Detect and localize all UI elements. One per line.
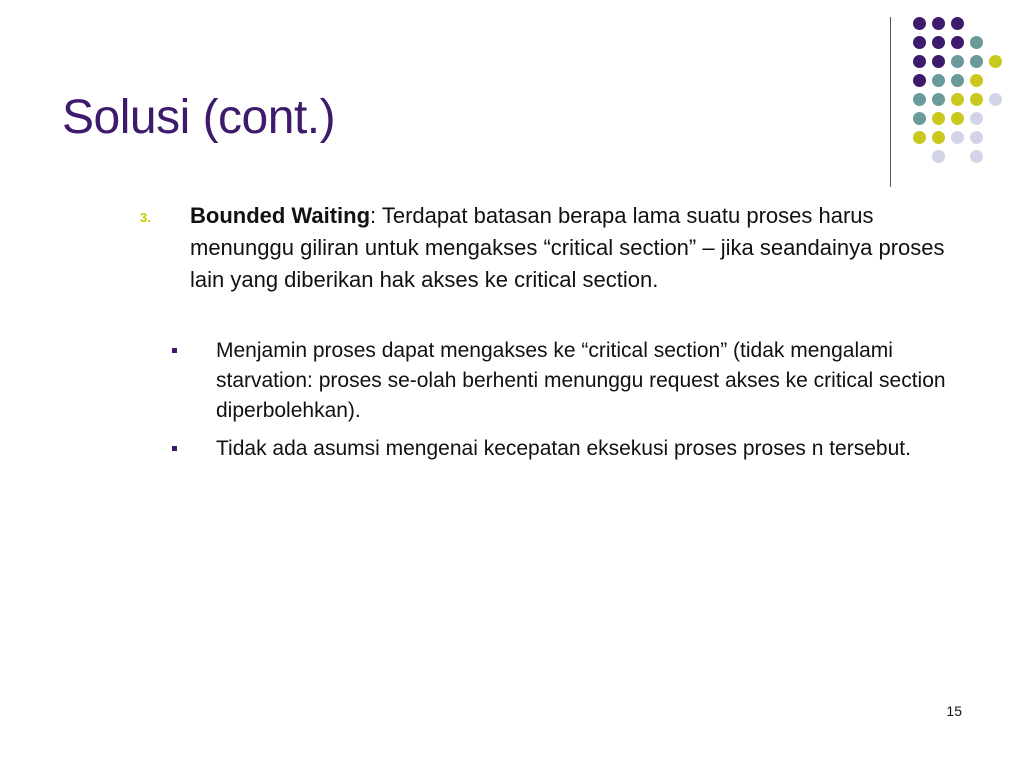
slide-title: Solusi (cont.)	[62, 91, 336, 144]
sub-bullet-text: Menjamin proses dapat mengakses ke “critical section” (tidak mengalami starvation: proses se-olah berhenti menunggu request akses ke critical section diperbolehkan).	[216, 339, 946, 422]
item-description: : Terdapat batasan berapa lama suatu proses harus menunggu giliran untuk mengakses “critical section” – jika seandainya proses lain yang diberikan hak akses ke critical section.	[190, 203, 945, 292]
item-text	[190, 200, 970, 296]
item-number-marker: 3.	[140, 210, 151, 225]
sub-bullet-text: Tidak ada asumsi mengenai kecepatan eksekusi proses proses n tersebut.	[216, 437, 911, 460]
item-term: Bounded Waiting	[190, 203, 371, 228]
square-bullet-icon	[172, 446, 177, 451]
square-bullet-icon	[172, 348, 177, 353]
page-number: 15	[946, 703, 962, 719]
